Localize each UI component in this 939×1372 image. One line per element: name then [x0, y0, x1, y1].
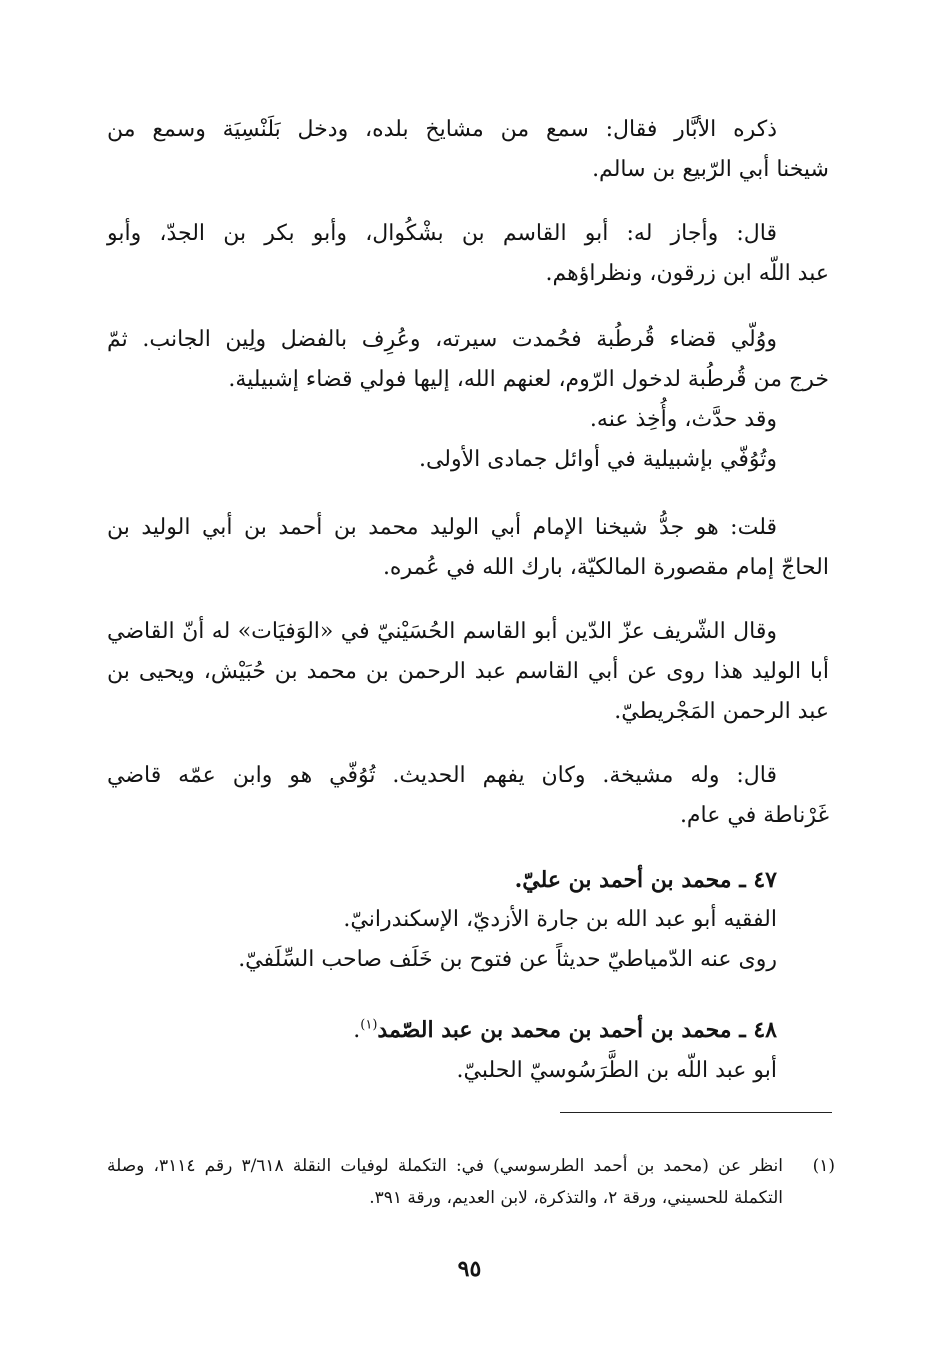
paragraph-line: غَرْناطة في عام. — [679, 803, 829, 828]
paragraph-line: شيخنا أبي الرّبيع بن سالم. — [592, 157, 829, 182]
footnote-line: التكملة للحسيني، ورقة ٢، والتذكرة، لابن العديم، ورقة ٣٩١. — [369, 1188, 783, 1208]
paragraph-1 — [107, 110, 829, 190]
footnote-number: (١) — [812, 1156, 835, 1176]
entry-title: ٤٧ ـ محمد بن أحمد بن عليّ. — [514, 867, 777, 893]
paragraph-line: ووُلّي قضاء قُرطُبة فحُمدت سيرته، وعُرِف بالفضل ولِين الجانب. ثمّ — [107, 327, 777, 352]
paragraph-2 — [107, 214, 829, 294]
paragraph-line: أبا الوليد هذا روى عن أبي القاسم عبد الرحمن بن محمد بن حُبَيْش، ويحيى بن — [107, 659, 829, 684]
paragraph-line: قلت: هو جدُّ شيخنا الإمام أبي الوليد محمد بن أحمد بن أبي الوليد بن — [107, 515, 777, 540]
paragraph-5 — [107, 612, 829, 732]
footnote-body — [107, 1150, 783, 1214]
entry-47 — [107, 860, 829, 980]
entry-title-end: . — [353, 1018, 361, 1043]
paragraph-line: قال: وله مشيخة. وكان يفهم الحديث. تُوُفّي هو وابن عمّه قاضي — [107, 763, 777, 788]
paragraph-4 — [107, 508, 829, 588]
entry-line: الفقيه أبو عبد الله بن جارة الأزديّ، الإسكندرانيّ. — [343, 907, 777, 932]
paragraph-line: عبد اللّه ابن زرقون، ونظراؤهم. — [545, 261, 829, 286]
entry-title: ٤٨ ـ محمد بن أحمد بن محمد بن عبد الصّمد — [377, 1017, 777, 1043]
paragraph-3 — [107, 320, 829, 480]
paragraph-6 — [107, 756, 829, 836]
footnote-marker[interactable]: (١) — [360, 1017, 378, 1033]
entry-line: روى عنه الدّمياطيّ حديثاً عن فتوح بن خَلَف صاحب السِّلَفيّ. — [238, 947, 777, 972]
paragraph-line: قال: وأجاز له: أبو القاسم بن بشْكُوال، وأبو بكر بن الجدّ، وأبو — [107, 221, 777, 246]
footnote-line: انظر عن (محمد بن أحمد الطرسوسي) في: التكملة لوفيات النقلة ٣/٦١٨ رقم ٣١١٤، وصلة — [107, 1156, 783, 1176]
paragraph-line: خرج من قُرطُبة لدخول الرّوم، لعنهم الله، إليها فولي قضاء إشبيلية. — [228, 367, 829, 392]
entry-48 — [107, 1010, 829, 1091]
paragraph-line: ذكره الأبَّار فقال: سمع من مشايخ بلده، ودخل بَلَنْسِيَة وسمع من — [107, 117, 777, 142]
paragraph-line: وتُوُفّي بإشبيلية في أوائل جمادى الأولى. — [418, 447, 777, 472]
paragraph-line: الحاجّ إمام مقصورة المالكيّة، بارك الله في عُمره. — [382, 555, 829, 580]
paragraph-line: وقد حدَّث، وأُخِذ عنه. — [589, 407, 777, 432]
entry-title-line — [107, 1010, 829, 1051]
paragraph-line: وقال الشّريف عزّ الدّين أبو القاسم الحُسَيْنيّ في «الوَفيَات» له أنّ القاضي — [107, 619, 777, 644]
footnote-divider — [560, 1112, 832, 1113]
footnote — [107, 1150, 835, 1214]
page-number: ٩٥ — [457, 1256, 482, 1282]
paragraph-line: عبد الرحمن المَجْريطيّ. — [614, 699, 829, 724]
entry-line: أبو عبد اللّه بن الطَّرَسُوسيّ الحلبيّ. — [456, 1058, 777, 1083]
